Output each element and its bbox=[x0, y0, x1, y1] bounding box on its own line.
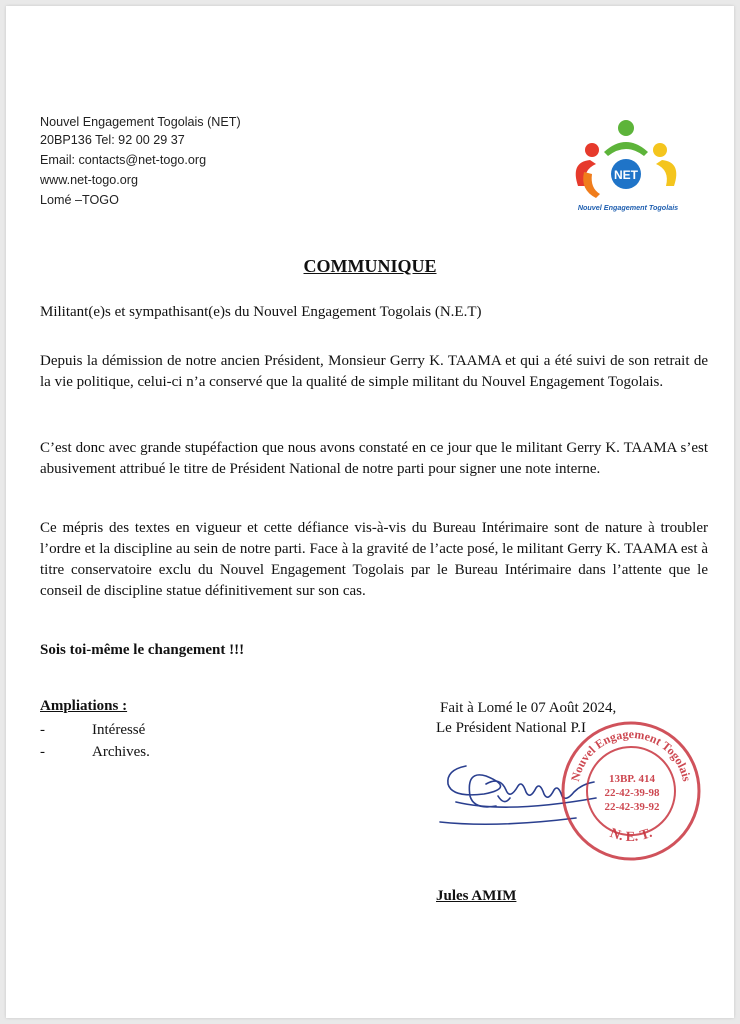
org-website: www.net-togo.org bbox=[40, 173, 139, 187]
greeting-line: Militant(e)s et sympathisant(e)s du Nouvel Engagement Togolais (N.E.T) bbox=[40, 304, 482, 320]
ampliations-block bbox=[40, 698, 150, 763]
stamp-line: 22-42-39-98 bbox=[604, 787, 660, 799]
ampliations-heading: Ampliations : bbox=[40, 698, 128, 714]
stamp-ring-bottom: N. E. T. bbox=[607, 825, 655, 846]
signer-role: Le Président National P.I bbox=[436, 720, 586, 736]
slogan: Sois toi-même le changement !!! bbox=[40, 642, 245, 658]
org-city: Lomé –TOGO bbox=[40, 193, 119, 207]
org-address-phone: 20BP136 Tel: 92 00 29 37 bbox=[40, 133, 185, 147]
list-item bbox=[40, 719, 150, 741]
official-stamp-icon bbox=[556, 716, 706, 866]
body-paragraph: Ce mépris des textes en vigueur et cette défiance vis-à-vis du Bureau Intérimaire sont de nature à troubler l’ordre et la discipline au sein de notre parti. Face à la gravité de l’acte posé, le militant Gerry K. TAAMA est à titre conservatoire exclu du Nouvel Engagement Togolais par le Bureau Intérimaire dans l’attente que le conseil de discipline statue définitivement sur son cas. bbox=[40, 520, 708, 599]
stamp-ring-top: Nouvel Engagement Togolais bbox=[567, 726, 695, 783]
list-item bbox=[40, 741, 150, 763]
logo-caption: Nouvel Engagement Togolais bbox=[577, 203, 679, 212]
net-logo-icon bbox=[556, 114, 696, 214]
ampliations-list bbox=[40, 719, 150, 763]
stamp-line: 13BP. 414 bbox=[608, 773, 656, 785]
body-paragraph: C’est donc avec grande stupéfaction que nous avons constaté en ce jour que le militant Gerry K. TAAMA s’est abusivement attribué le titre de Président National de notre parti pour signer une note interne. bbox=[40, 440, 708, 477]
letterhead bbox=[40, 112, 241, 210]
body-paragraph: Depuis la démission de notre ancien Président, Monsieur Gerry K. TAAMA et qui a été suivi de son retrait de la vie politique, celui-ci n’a conservé que la qualité de simple militant du Nouvel Engagement Togolais. bbox=[40, 353, 708, 390]
document-title: COMMUNIQUE bbox=[303, 256, 437, 276]
ampliation-item: Intéressé bbox=[92, 722, 146, 738]
org-email: Email: contacts@net-togo.org bbox=[40, 153, 207, 167]
logo-badge-text: NET bbox=[614, 168, 638, 182]
ampliation-item: Archives. bbox=[92, 744, 150, 760]
stamp-line: 22-42-39-92 bbox=[604, 801, 660, 813]
document-page bbox=[6, 6, 734, 1018]
org-name: Nouvel Engagement Togolais (NET) bbox=[40, 115, 241, 129]
place-date: Fait à Lomé le 07 Août 2024, bbox=[440, 700, 617, 716]
signer-name: Jules AMIM bbox=[436, 888, 517, 904]
